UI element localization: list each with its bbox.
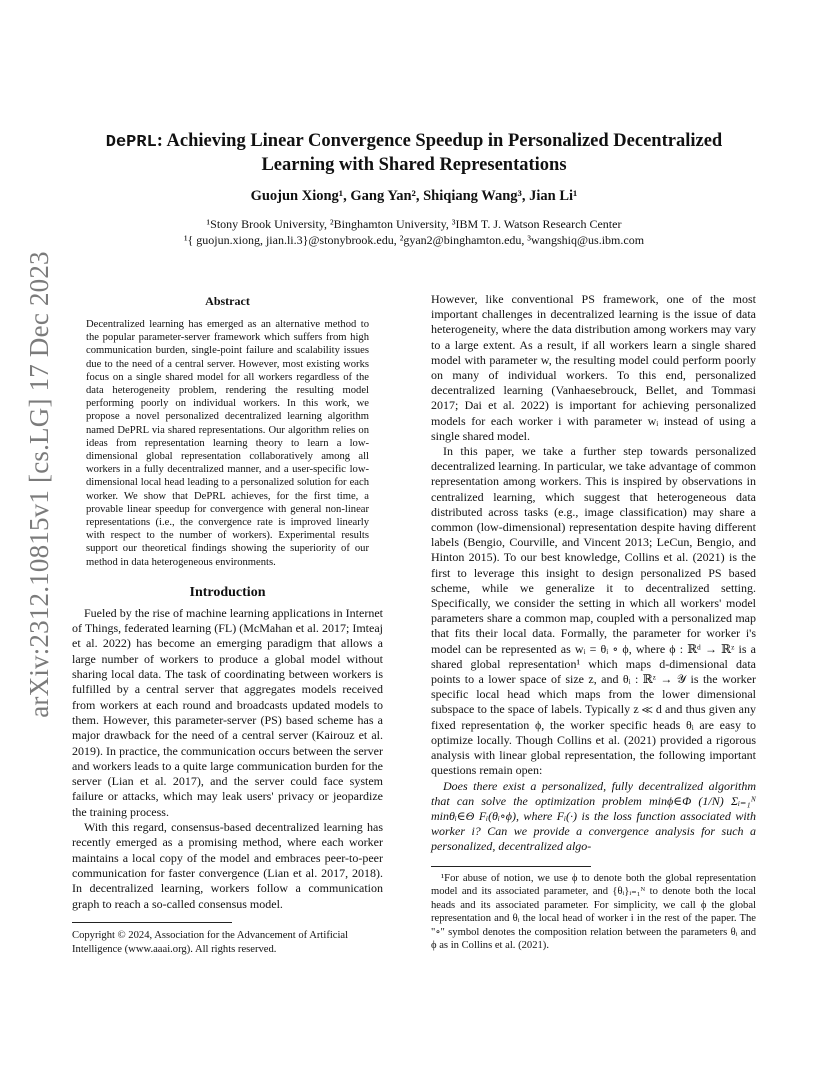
affiliations: ¹Stony Brook University, ²Binghamton University, ³IBM T. J. Watson Research Center (206, 217, 622, 231)
copyright-text: Copyright © 2024, Association for the Advancement of Artificial Intelligence (www.aaai.org). All rights reserved. (72, 930, 349, 955)
paper-title (70, 130, 758, 177)
footnote-text: ¹For abuse of notion, we use ϕ to denote both the global representation model and its associated parameter, and {θᵢ}ᵢ₌₁ᴺ to denote both the local heads and its associated parameter. For simplicity, we call ϕ the global representation and θᵢ the local head of worker i in the rest of the paper. The "∘" symbol denotes the composition relation between the parameters θᵢ and ϕ as in Collins et al. (2021). (431, 873, 756, 952)
author-list: Guojun Xiong¹, Gang Yan², Shiqiang Wang³, Jian Li¹ (250, 188, 578, 204)
author-emails: ¹{ guojun.xiong, jian.li.3}@stonybrook.edu, ²gyan2@binghamton.edu, ³wangshiq@us.ibm.com (183, 233, 645, 247)
left-column (72, 294, 383, 912)
copyright-notice (72, 922, 383, 956)
arxiv-stamp (19, 251, 59, 718)
footnote (431, 866, 756, 952)
abstract-heading: Abstract (205, 294, 250, 308)
arxiv-stamp-text: arXiv:2312.10815v1 [cs.LG] 17 Dec 2023 (23, 251, 54, 718)
title-line1: : Achieving Linear Convergence Speedup in Personalized Decentralized (156, 131, 723, 151)
right-column (431, 292, 756, 855)
intro-paragraph-1: Fueled by the rise of machine learning applications in Internet of Things, federated learning (FL) (McMahan et al. 2017; Imteaj et al. 2022) has become an emerging paradigm that allows a large number of workers to produce a global model without sharing local data. The task of coordinating between workers is fulfilled by a central server that aggregates models received from workers at each round and broadcasts updated models to them. However, this parameter-server (PS) based scheme has a major drawback for the need of a central server (Kairouz et al. 2019). In practice, the communication occurs between the server and workers leads to a quite large communication burden for the server (Lian et al. 2017), and the server could face system failure or attacks, which may leak users' privacy or jeopardize the training process. (72, 605, 383, 819)
title-line2: Learning with Shared Representations (261, 155, 567, 175)
right-paragraph-1: However, like conventional PS framework, one of the most important challenges in decentralized learning is the issue of data heterogeneity, where the data distribution among workers may vary to a large extent. As a result, if all workers learn a single shared model with parameter w, the resulting model could perform poorly on many of individual workers. To this end, personalized decentralized learning (Vanhaesebrouck, Bellet, and Tommasi 2017; Dai et al. 2022) is important for achieving personalized models for each worker i with parameter wᵢ instead of using a single shared model. (431, 292, 756, 443)
abstract-text: Decentralized learning has emerged as an alternative method to the popular parameter-server framework which suffers from high communication burden, single-point failure and scalability issues due to the need of a central server. However, most existing works focus on a single shared model for all workers regardless of the data heterogeneity problem, rendering the resulting model performing poorly on individual workers. In this work, we propose a novel personalized decentralized learning algorithm named DePRL via shared representations. Our algorithm relies on ideas from representation learning theory to learn a low-dimensional global representation collaboratively among all workers in a fully decentralized manner, and a user-specific low-dimensional local head leading to a personalized solution for each worker. We show that DePRL achieves, for the first time, a provable linear speedup for convergence with general non-linear representations (i.e., the convergence rate is improved linearly with respect to the number of workers). Experimental results support our theoretical findings showing the superiority of our method in data heterogeneous environments. (86, 319, 369, 568)
right-paragraph-2: In this paper, we take a further step towards personalized decentralized learning. In particular, we take advantage of common representation among workers. This is inspired by observations in centralized learning, which suggest that heterogeneous data distributed across tasks (e.g., image classification) may share a common (low-dimensional) representation despite having different labels (Bengio, Courville, and Vincent 2013; LeCun, Bengio, and Hinton 2015). To our best knowledge, Collins et al. (2021) is the first to leverage this insight to design personalized PS based scheme, while we generalize it to decentralized setting. Specifically, we consider the setting in which all workers' model parameters share a common map, coupled with a personalized map that fits their local data. Formally, the parameter for worker i's model can be represented as wᵢ = θᵢ ∘ ϕ, where ϕ : ℝᵈ → ℝᶻ is a shared global representation¹ which maps d-dimensional data points to a lower space of size z, and θᵢ : ℝᶻ → 𝒴 is the worker specific local head which maps from the lower dimensional subspace to the space of labels. Typically z ≪ d and thus given any fixed representation ϕ, the worker specific heads θᵢ are easy to optimize locally. Though Collins et al. (2021) provided a rigorous analysis with linear global representation, the following important questions remain open: (431, 444, 756, 778)
introduction-heading: Introduction (189, 584, 266, 600)
copyright-rule (72, 922, 232, 923)
title-method-name: DePRL (105, 133, 157, 152)
intro-paragraph-2: With this regard, consensus-based decentralized learning has recently emerged as a promising method, where each worker maintains a local copy of the model and embraces peer-to-peer communication for faster convergence (Lian et al. 2017, 2018). In decentralized learning, workers follow a communication graph to reach a so-called consensus model. (72, 820, 383, 911)
right-paragraph-3: Does there exist a personalized, fully decentralized algorithm that can solve the optimization problem minϕ∈Φ (1/N) Σᵢ₌₁ᴺ minθᵢ∈Θ Fᵢ(θᵢ∘ϕ), where Fᵢ(·) is the loss function associated with worker i? Can we provide a convergence analysis for such a personalized, decentralized algo- (431, 778, 756, 854)
footnote-rule (431, 866, 591, 867)
